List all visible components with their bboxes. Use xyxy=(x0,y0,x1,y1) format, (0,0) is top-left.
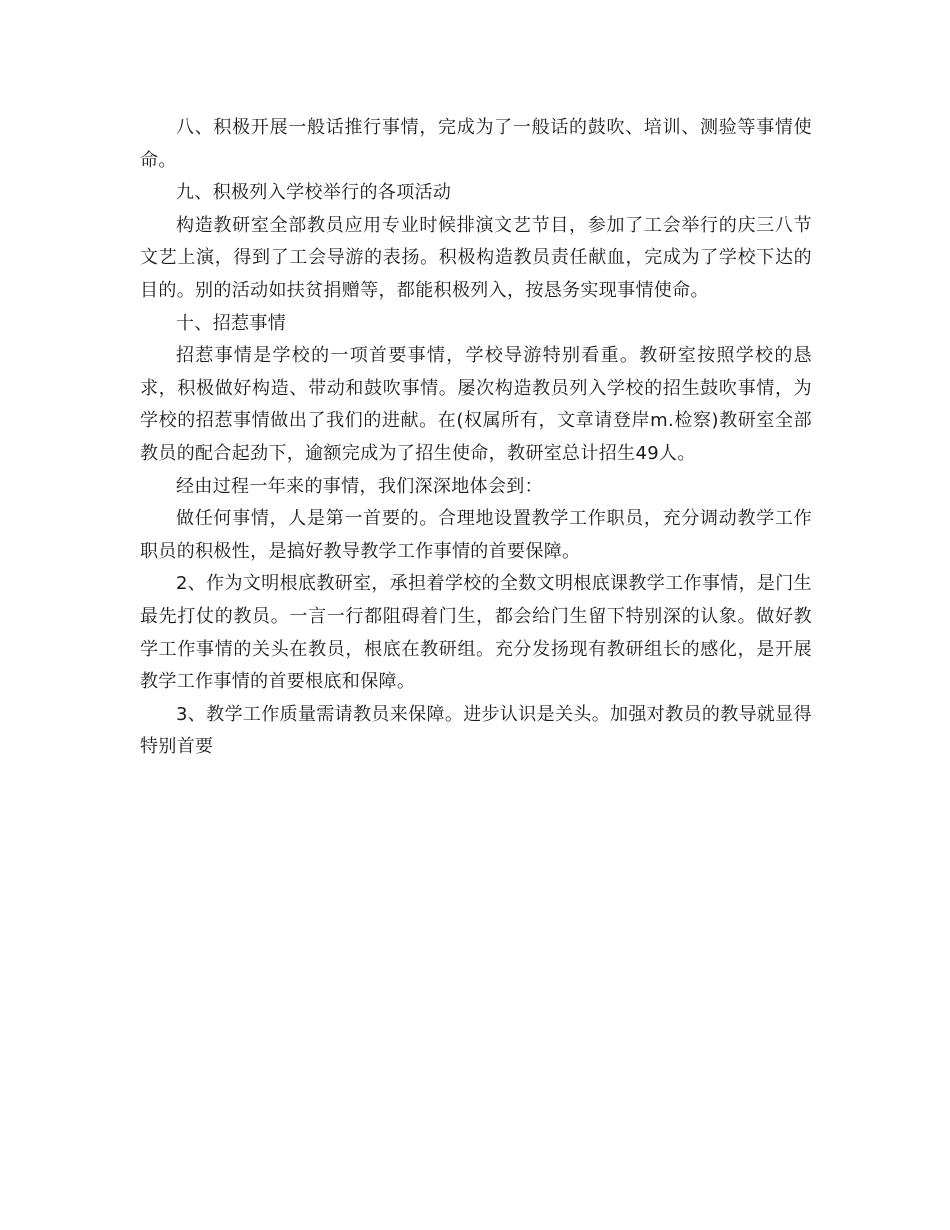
paragraph-section-8: 八、积极开展一般话推行事情，完成为了一般话的鼓吹、培训、测验等事情使命。 xyxy=(140,117,812,171)
paragraph-point-1: 做任何事情，人是第一首要的。合理地设置教学工作职员，充分调动教学工作职员的积极性，是搞好教导教学工作事情的首要保障。 xyxy=(140,508,812,562)
paragraph-point-3: 3、教学工作质量需请教员来保障。进步认识是关头。加强对教员的教导就显得特别首要 xyxy=(140,703,812,758)
paragraph-enrollment: 招惹事情是学校的一项首要事情，学校导游特别看重。教研室按照学校的恳求，积极做好构造、带动和鼓吹事情。屡次构造教员列入学校的招生鼓吹事情，为学校的招惹事情做出了我们的进献。在(权属所有，文章请登岸m.检察)教研室全部教员的配合起劲下，逾额完成为了招生使命，教研室总计招生49人。 xyxy=(140,345,812,464)
paragraph-experience-intro: 经由过程一年来的事情，我们深深地体会到： xyxy=(176,475,543,497)
paragraph-section-9-heading: 九、积极列入学校举行的各项活动 xyxy=(176,182,452,204)
paragraph-activities: 构造教研室全部教员应用专业时候排演文艺节目，参加了工会举行的庆三八节文艺上演，得到了工会导游的表扬。积极构造教员责任献血，完成为了学校下达的目的。别的活动如扶贫捐赠等，都能积极列入，按恳务实现事情使命。 xyxy=(140,214,812,301)
paragraph-point-2: 2、作为文明根底教研室，承担着学校的全数文明根底课教学工作事情，是门生最先打仗的教员。一言一行都阻碍着门生，都会给门生留下特别深的认象。做好教学工作事情的关头在教员，根底在教研组。充分发扬现有教研组长的感化，是开展教学工作事情的首要根底和保障。 xyxy=(140,573,812,693)
paragraph-section-10-heading: 十、招惹事情 xyxy=(176,312,287,334)
document-body xyxy=(140,112,812,764)
